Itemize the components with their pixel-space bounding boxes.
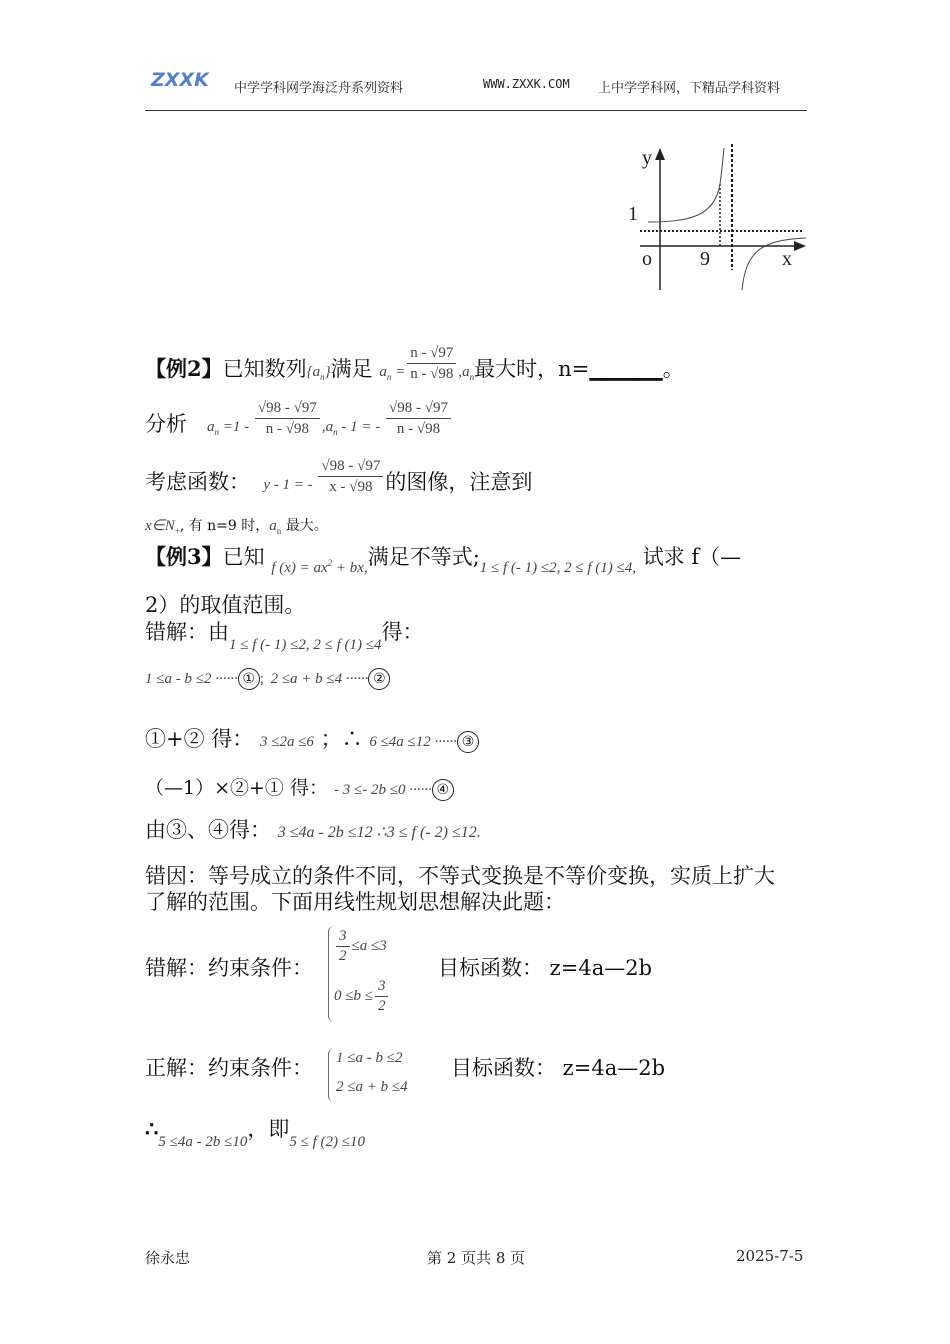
- origin-label: o: [642, 248, 652, 270]
- analysis-fraction-2: $\frac{√98 - √97}{n - √98}$: [386, 399, 451, 438]
- example2-tag: 【例2】: [145, 356, 223, 381]
- constraint-2-row1: 1 ≤a - b ≤2: [336, 1050, 403, 1066]
- example3-line2: 2）的取值范围。: [145, 593, 306, 617]
- example2-end: 。: [662, 357, 684, 381]
- one-label: 1: [628, 203, 638, 225]
- an-symbol-2: $,a_n$: [458, 364, 475, 382]
- circled-4: ④: [432, 779, 454, 801]
- wrong-solution-line1: 错解：由$_{1 \le f (- 1) \le 2, 2 \le f (1) \le 4}$得：: [145, 620, 424, 653]
- header-left-text: 中学学科网学海泛舟系列资料: [234, 81, 404, 96]
- cause-line2: 了解的范围。下面用线性规划思想解决此题：: [145, 890, 565, 914]
- example2-text2: 满足: [330, 357, 373, 381]
- wrong-solution-line5: 由③、④得： 3 ≤4a - 2b ≤12 ∴3 ≤ f (- 2) ≤12.: [145, 818, 481, 842]
- hyperbola-graph: [620, 140, 820, 300]
- constraint-2-row2: 2 ≤a + b ≤4: [336, 1079, 408, 1095]
- circled-2: ②: [368, 668, 390, 690]
- x-axis-arrow: [794, 241, 806, 251]
- analysis-expr1: $a_n =1$ -: [207, 419, 253, 437]
- wrong2-label: 错解：约束条件：: [145, 956, 313, 980]
- constraint-1-row2: 0 ≤b ≤ $\frac{3}{2}$: [334, 978, 390, 1015]
- header-url: WWW.ZXXK.COM: [483, 77, 570, 91]
- example2-line: [145, 345, 684, 383]
- wrong-solution-line2: 1 ≤a - b ≤2 ······ ① ; 2 ≤a + b ≤4 ······ ②: [145, 664, 390, 690]
- fx-definition: f (x) = ax2 + bx,: [271, 558, 368, 576]
- y-axis-arrow: [655, 148, 665, 160]
- sequence-symbol: $\{a_n\}$: [306, 364, 331, 382]
- example3-tag: 【例3】: [145, 544, 223, 569]
- y-axis-label: y: [642, 147, 652, 169]
- logo-text: ZXXK: [151, 69, 209, 90]
- result-line: $\therefore_{5 \le 4a - 2b \le 10}$，即$_{5 \le f (2) \le 10}$: [145, 1116, 365, 1150]
- analysis-label: 分析: [145, 412, 187, 436]
- zxxk-logo: [150, 68, 222, 90]
- analysis-fraction-1: $\frac{√98 - √97}{n - √98}$: [255, 399, 320, 438]
- wrong-solution-line3: ①+② 得： 3 ≤2a ≤6 ；∴ 6 ≤4a ≤12 ······ ③: [145, 727, 479, 753]
- consider-expr: y - 1 = -: [263, 477, 317, 493]
- constraint-1-row1: $\frac{3}{2}$ ≤a ≤3: [334, 928, 387, 965]
- an-symbol: $a_n$ =: [379, 364, 406, 382]
- analysis-line: [145, 400, 453, 438]
- cause-line1: 错因：等号成立的条件不同，不等式变换是不等价变换，实质上扩大: [145, 864, 775, 888]
- consider-label: 考虑函数：: [145, 470, 250, 494]
- footer-date: 2025-7-5: [736, 1247, 804, 1265]
- answer-blank: _______: [589, 357, 663, 381]
- header-rule: [145, 110, 807, 111]
- footer-author: 徐永忠: [145, 1249, 191, 1267]
- analysis-expr2: $,a_n - 1$ = -: [321, 419, 384, 437]
- header-right-text: 上中学学科网，下精品学科资料: [598, 81, 781, 96]
- an-fraction: [407, 344, 456, 383]
- right-label: 正解：约束条件：: [145, 1056, 313, 1080]
- example2-text1: 已知数列: [222, 357, 307, 381]
- consider-line: [145, 458, 533, 496]
- nine-label: 9: [700, 248, 710, 270]
- example3-line1: 【例3】已知 $_{f (x) = ax^2 + bx,}$满足不等式$;_{1 \le f (- 1) \le 2, 2 \le f (1) \le 4,}$ 试求 f（—: [145, 544, 742, 576]
- x-axis-label: x: [782, 248, 792, 270]
- an-fraction-den: n - √98: [410, 366, 454, 382]
- circled-1: ①: [238, 668, 260, 690]
- wrong2-target: 目标函数： z=4a—2b: [438, 956, 653, 980]
- circled-3: ③: [457, 731, 479, 753]
- consider-text: 的图像，注意到: [385, 470, 533, 494]
- example3-inequality: 1 ≤ f (- 1) ≤2, 2 ≤ f (1) ≤4,: [479, 560, 637, 576]
- an-fraction-num: n - √97: [407, 344, 456, 364]
- wrong-solution-line4: （—1）×②+① 得： - 3 ≤- 2b ≤0 ······ ④: [145, 777, 454, 801]
- consider-fraction: $\frac{√98 - √97}{x - √98}$: [318, 457, 383, 496]
- footer-page-number: 第 2 页共 8 页: [427, 1249, 526, 1267]
- example2-text3: 最大时，n=: [474, 357, 590, 381]
- note-line: $x\in N_+$, 有 n=9 时，$a_n$ 最大。: [145, 518, 328, 536]
- right-target: 目标函数： z=4a—2b: [451, 1056, 666, 1080]
